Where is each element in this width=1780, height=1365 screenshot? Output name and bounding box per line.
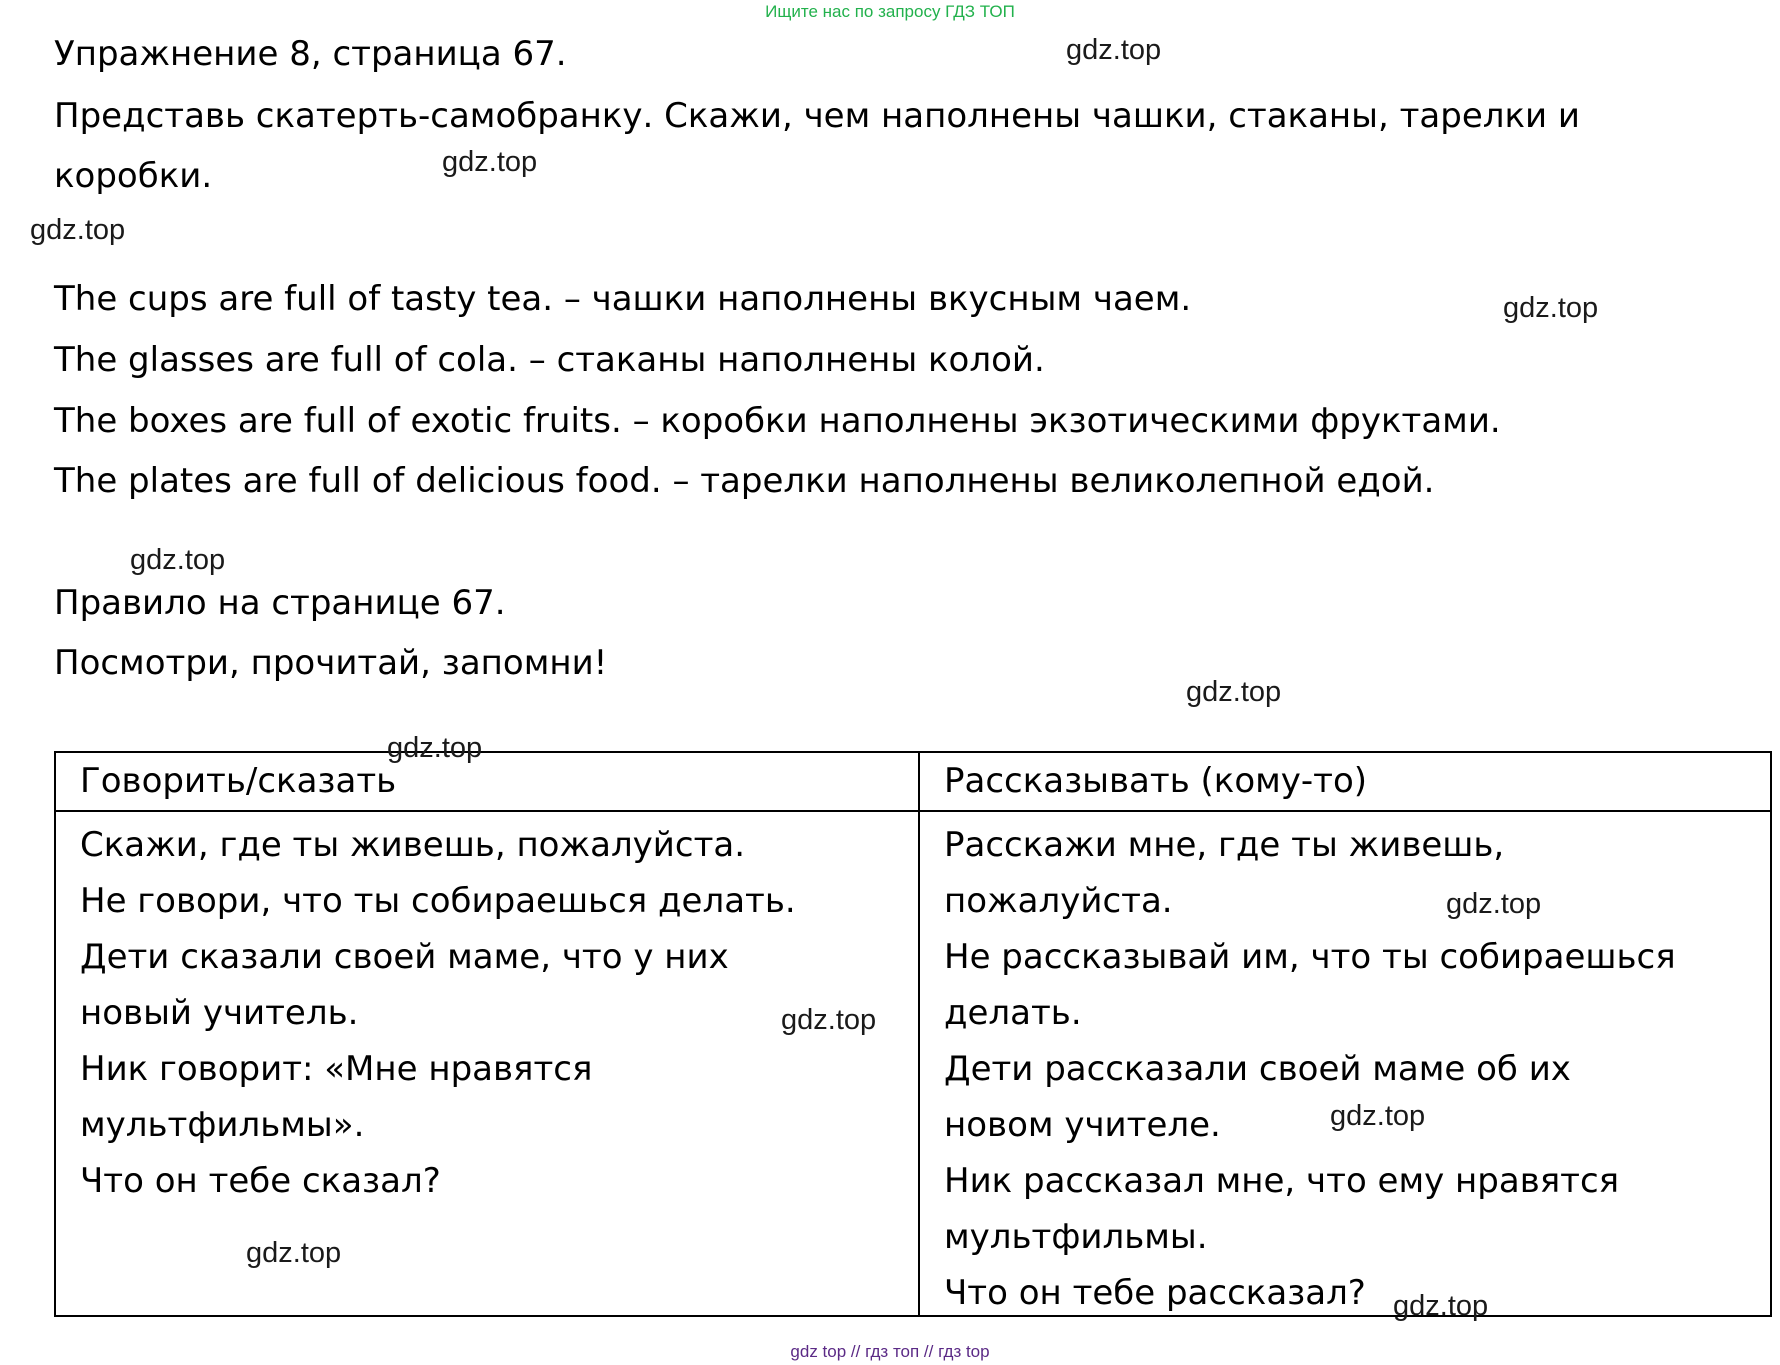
top-banner: Ищите нас по запросу ГДЗ ТОП xyxy=(765,2,1015,21)
instruction-line-2: коробки. xyxy=(54,156,213,196)
watermark: gdz.top xyxy=(1330,1100,1426,1132)
rule-title: Правило на странице 67. xyxy=(54,583,506,623)
watermark: gdz.top xyxy=(781,1004,877,1036)
table-cell-line: Ник говорит: «Мне нравятся xyxy=(80,1049,593,1089)
table-cell-line: Скажи, где ты живешь, пожалуйста. xyxy=(80,825,746,865)
watermark: gdz.top xyxy=(1503,292,1599,324)
rule-subtitle: Посмотри, прочитай, запомни! xyxy=(54,643,608,683)
watermark: gdz.top xyxy=(1446,888,1542,920)
table-column-say xyxy=(80,817,796,1209)
watermark: gdz.top xyxy=(1186,676,1282,708)
footer-links: gdz top // гдз топ // гдз top xyxy=(790,1342,990,1361)
watermark: gdz.top xyxy=(1066,34,1162,66)
table-cell-line: Что он тебе сказал? xyxy=(80,1161,441,1201)
answer-line: The plates are full of delicious food. – тарелки наполнены великолепной едой. xyxy=(54,461,1435,501)
table-cell-line: пожалуйста. xyxy=(944,881,1173,921)
answer-line: The cups are full of tasty tea. – чашки наполнены вкусным чаем. xyxy=(54,279,1192,319)
watermark: gdz.top xyxy=(1393,1290,1489,1322)
answer-line: The boxes are full of exotic fruits. – коробки наполнены экзотическими фруктами. xyxy=(54,401,1501,441)
table-cell-line: Не рассказывай им, что ты собираешься xyxy=(944,937,1676,977)
watermark: gdz.top xyxy=(387,732,483,764)
rule-table xyxy=(54,751,1772,1317)
table-cell-line: Что он тебе рассказал? xyxy=(944,1273,1366,1313)
table-cell-line: Дети рассказали своей маме об их xyxy=(944,1049,1571,1089)
table-cell-line: новый учитель. xyxy=(80,993,359,1033)
instruction-line-1: Представь скатерть-самобранку. Скажи, чем наполнены чашки, стаканы, тарелки и xyxy=(54,96,1580,136)
watermark: gdz.top xyxy=(30,214,126,246)
table-cell-line: Не говори, что ты собираешься делать. xyxy=(80,881,796,921)
answer-line: The glasses are full of cola. – стаканы наполнены колой. xyxy=(54,340,1045,380)
watermark: gdz.top xyxy=(130,544,226,576)
table-cell-line: Дети сказали своей маме, что у них xyxy=(80,937,729,977)
table-header-tell: Рассказывать (кому-то) xyxy=(944,761,1368,801)
table-column-divider xyxy=(918,753,920,1315)
table-header-divider xyxy=(56,810,1770,812)
table-cell-line: новом учителе. xyxy=(944,1105,1221,1145)
table-cell-line: Ник рассказал мне, что ему нравятся xyxy=(944,1161,1620,1201)
watermark: gdz.top xyxy=(246,1237,342,1269)
table-header-say: Говорить/сказать xyxy=(80,761,397,801)
watermark: gdz.top xyxy=(442,146,538,178)
table-cell-line: Расскажи мне, где ты живешь, xyxy=(944,825,1505,865)
table-cell-line: мультфильмы». xyxy=(80,1105,365,1145)
table-column-tell xyxy=(944,817,1676,1321)
table-cell-line: делать. xyxy=(944,993,1082,1033)
table-cell-line: мультфильмы. xyxy=(944,1217,1208,1257)
exercise-title: Упражнение 8, страница 67. xyxy=(54,34,567,74)
